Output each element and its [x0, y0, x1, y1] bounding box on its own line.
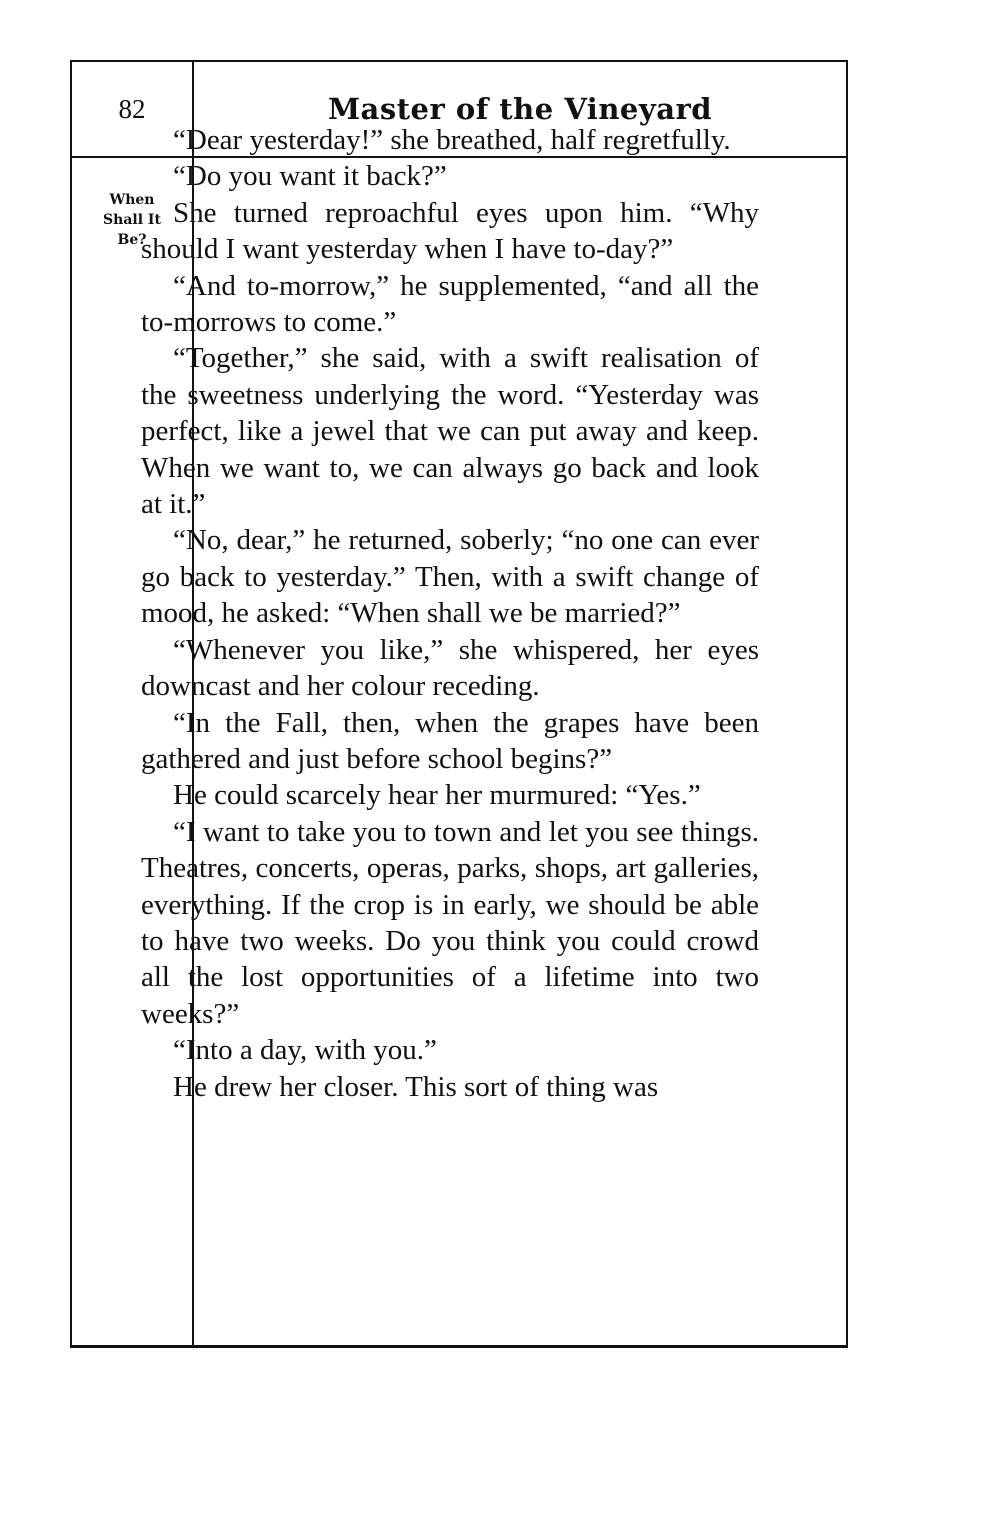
- page-number: 82: [118, 93, 146, 124]
- paragraph: “No, dear,” he returned, soberly; “no one can ever go back to yesterday.” Then, with a swift change of mood, he asked: “When shall we be married?”: [141, 524, 759, 630]
- paragraph: “Together,” she said, with a swift realisation of the sweetness underlying the word. “Yesterday was perfect, like a jewel that we can put away and keep. When we want to, we can always go back and look at it.”: [141, 342, 759, 521]
- running-title: Master of the Vineyard: [327, 92, 713, 126]
- paragraph: “In the Fall, then, when the grapes have been gathered and just before school begins?”: [141, 706, 759, 775]
- paragraph: “Dear yesterday!” she breathed, half regretfully.: [173, 124, 731, 156]
- margin-note-line: Be?: [117, 232, 147, 248]
- margin-note-line: When: [109, 192, 155, 208]
- paragraph: He could scarcely hear her murmured: “Yes.”: [173, 779, 701, 812]
- paragraph: “I want to take you to town and let you see things. Theatres, concerts, operas, parks, shops, art galleries, everything. If the crop is in early, we should be able to have two weeks. Do you think you could crowd all the lost opportunities of a lifetime into two weeks?”: [141, 815, 759, 1030]
- paragraph: “Do you want it back?”: [173, 160, 447, 193]
- margin-note-line: Shall It: [103, 212, 161, 228]
- paragraph: “And to-morrow,” he supplemented, “and all the to-morrows to come.”: [141, 269, 759, 339]
- paragraph: She turned reproachful eyes upon him. “Why should I want yesterday when I have to-day?”: [141, 196, 759, 266]
- body-text: [141, 122, 759, 1105]
- paragraph: “Into a day, with you.”: [173, 1034, 437, 1067]
- paragraph: He drew her closer. This sort of thing was: [173, 1070, 659, 1103]
- paragraph: “Whenever you like,” she whispered, her eyes downcast and her colour receding.: [141, 633, 759, 703]
